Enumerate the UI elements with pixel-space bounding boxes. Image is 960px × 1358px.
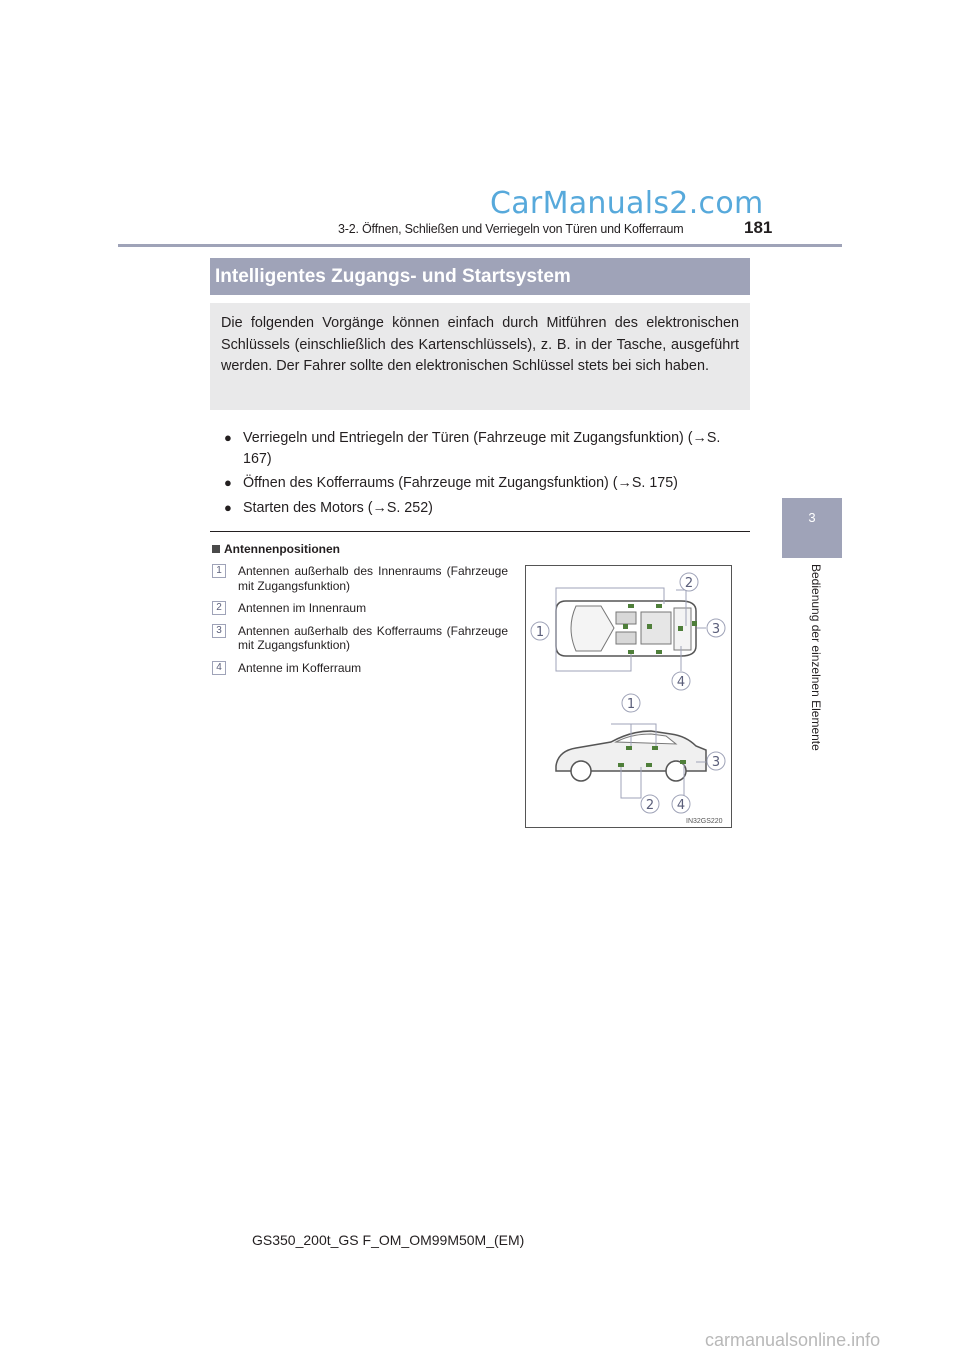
- bullet-text: Öffnen des Kofferraums (Fahrzeuge mit Zugangsfunktion) (→S. 175): [243, 475, 678, 491]
- bullet-item: [224, 473, 744, 494]
- legend-item: [212, 661, 508, 676]
- figure-code: IN32GS220: [686, 818, 723, 825]
- callout-label: 1: [535, 625, 545, 640]
- section-divider: [210, 531, 750, 532]
- footer-code: GS350_200t_GS F_OM_OM99M50M_(EM): [252, 1232, 525, 1248]
- callout-label: 3: [711, 755, 721, 770]
- top-view-car-icon: [556, 601, 697, 656]
- legend-item: [212, 624, 508, 653]
- chapter-tab: 3: [782, 498, 842, 558]
- callout-label: 3: [711, 622, 721, 637]
- header-divider: [118, 244, 842, 247]
- intro-text: Die folgenden Vorgänge können einfach durch Mitführen des elektronischen Schlüssels (einschließlich des Kartenschlüssels), z. B. in der Tasche, ausgeführt werden. Der Fahrer sollte den elektronischen Schlüssel stets bei sich haben.: [221, 315, 739, 374]
- bullet-text: Verriegeln und Entriegeln der Türen (Fahrzeuge mit Zugangsfunktion) (→S. 167): [243, 430, 721, 467]
- antenna-diagram: [526, 566, 731, 827]
- legend-number-badge: 2: [212, 601, 226, 615]
- bullet-item: [224, 498, 744, 519]
- callout-label: 4: [676, 675, 686, 690]
- square-bullet-icon: [212, 545, 220, 553]
- bullet-item: [224, 428, 744, 469]
- bullet-text: Starten des Motors (→S. 252): [243, 499, 433, 516]
- legend-text: Antennen außerhalb des Kofferraums (Fahrzeuge mit Zugangsfunktion): [238, 623, 508, 652]
- legend-number-badge: 3: [212, 624, 226, 638]
- watermark-bottom: carmanualsonline.info: [705, 1330, 881, 1350]
- legend-number-badge: 4: [212, 661, 226, 675]
- callout-label: 2: [645, 798, 655, 813]
- legend-text: Antenne im Kofferraum: [238, 660, 362, 675]
- legend-item: [212, 564, 508, 593]
- legend-number-badge: 1: [212, 564, 226, 578]
- legend-text: Antennen außerhalb des Innenraums (Fahrzeuge mit Zugangsfunktion): [238, 564, 508, 593]
- subsection-heading: [212, 542, 340, 556]
- antenna-legend: [212, 564, 508, 683]
- bullet-list: [224, 428, 744, 522]
- intro-box: [210, 303, 750, 410]
- callout-label: 4: [676, 798, 686, 813]
- page-number: 181: [744, 218, 773, 237]
- legend-item: [212, 601, 508, 616]
- callout-label: 1: [626, 697, 636, 712]
- chapter-side-label: Bedienung der einzelnen Elemente: [809, 564, 823, 751]
- running-header-title: 3-2. Öffnen, Schließen und Verriegeln von Türen und Kofferraum: [338, 222, 684, 236]
- antenna-figure: [525, 565, 732, 828]
- subsection-heading-text: Antennenpositionen: [224, 542, 340, 556]
- callout-label: 2: [684, 576, 694, 591]
- section-title: Intelligentes Zugangs- und Startsystem: [210, 258, 750, 295]
- bullet-marker: ●: [224, 499, 232, 515]
- bullet-marker: ●: [224, 475, 232, 490]
- bullet-marker: ●: [224, 430, 232, 445]
- legend-text: Antennen im Innenraum: [238, 601, 367, 615]
- watermark-logo: CarManuals2.com: [490, 186, 764, 221]
